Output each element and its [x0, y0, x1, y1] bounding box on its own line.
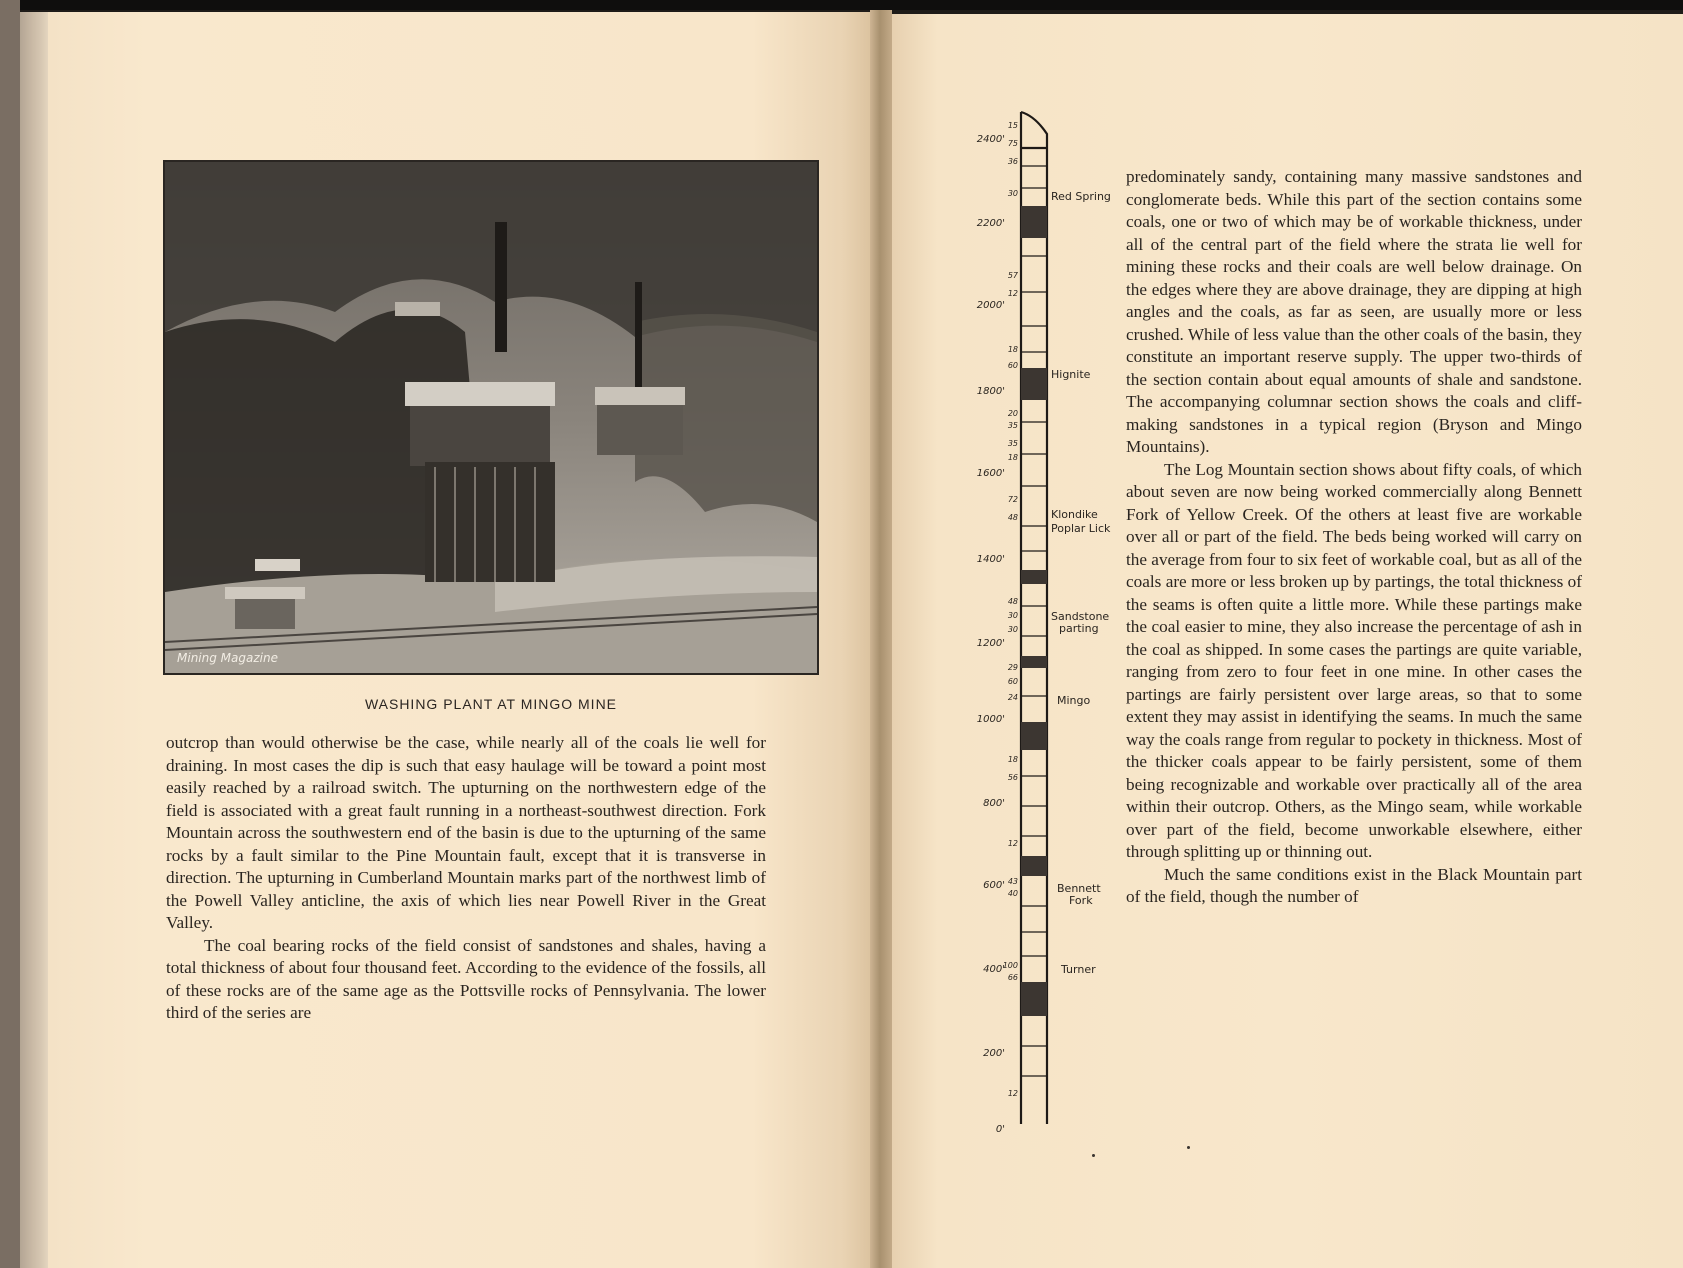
page-edges: [20, 12, 50, 1268]
thickness-label: 56: [1007, 773, 1018, 782]
depth-label: 1000': [976, 714, 1005, 725]
thickness-label: 72: [1007, 495, 1018, 504]
thickness-label: 20: [1007, 409, 1018, 418]
seam-label: Sandstone: [1051, 610, 1110, 623]
thickness-label: 36: [1007, 157, 1018, 166]
thickness-label: 60: [1007, 361, 1018, 370]
photo-illustration: [165, 162, 817, 673]
depth-label: 0': [995, 1124, 1005, 1135]
seam-label: Red Spring: [1051, 190, 1111, 203]
thickness-label: 30: [1007, 611, 1018, 620]
book-gutter: [870, 10, 892, 1268]
seam-label: Poplar Lick: [1051, 522, 1111, 535]
thickness-label: 57: [1007, 271, 1018, 280]
columnar-section-drawing: [965, 106, 1125, 1136]
thickness-label: 100: [1002, 961, 1018, 970]
seam-label: Turner: [1061, 963, 1096, 976]
thickness-label: 60: [1007, 677, 1018, 686]
thickness-label: 35: [1007, 439, 1018, 448]
depth-label: 400': [983, 964, 1005, 975]
thickness-label: 29: [1007, 663, 1018, 672]
thickness-label: 18: [1007, 345, 1018, 354]
top-shadow: [0, 0, 1683, 10]
paragraph: predominately sandy, containing many massive sandstones and conglomerate beds. While this part of the section contains some coals, one or two of which may be of workable thickness, under all of the central part of the field where the strata lie well for mining these rocks and their coals are well below drainage. On the edges where they are above drainage, they are dipping at high angles and the coals, as far as seen, are usually more or less crushed. While of less value than the other coals of the basin, they constitute an important reserve supply. The upper two-thirds of the section contain about equal amounts of shale and sandstone. The accompanying columnar section shows the coals and cliff-making sandstones in a typical region (Bryson and Mingo Mountains).: [1126, 167, 1582, 456]
thickness-label: 48: [1007, 513, 1018, 522]
paragraph: The coal bearing rocks of the field consist of sandstones and shales, having a total thickness of about four thousand feet. According to the evidence of the fossils, all of these rocks are of the same age as the Pottsville rocks of Pennsylvania. The lower third of the series are: [166, 935, 766, 1022]
thickness-label: 66: [1007, 973, 1018, 982]
thickness-label: 75: [1007, 139, 1018, 148]
thickness-label: 24: [1007, 693, 1018, 702]
thickness-label: 12: [1007, 289, 1018, 298]
thickness-label: 12: [1007, 1089, 1018, 1098]
thickness-label: 18: [1007, 453, 1018, 462]
depth-label: 2000': [976, 300, 1005, 311]
thickness-label: 18: [1007, 755, 1018, 764]
seam-label: Bennett: [1057, 882, 1101, 895]
seam-label: Fork: [1069, 894, 1093, 907]
depth-label: 2200': [976, 218, 1005, 229]
left-text-column: [166, 732, 766, 1025]
thickness-label: 48: [1007, 597, 1018, 606]
columnar-section: [965, 106, 1125, 1136]
thickness-label: 40: [1007, 889, 1018, 898]
depth-label: 1600': [976, 468, 1005, 479]
depth-label: 600': [983, 880, 1005, 891]
paragraph: outcrop than would otherwise be the case, while nearly all of the coals lie well for draining. In most cases the dip is such that easy haulage will be toward a point most easily reached by a railroad switch. The upturning on the northwestern edge of the field is associated with a great fault running in a northeast-southwest direction. Fork Mountain across the southwestern end of the basin is due to the upturning of the same rocks by a fault similar to the Pine Mountain fault, except that it is transverse in direction. The upturning in Cumberland Mountain marks part of the northwest limb of the Powell Valley anticline, the axis of which lies near Powell River in the Great Valley.: [166, 733, 766, 932]
depth-label: 1400': [976, 554, 1005, 565]
photo-caption: WASHING PLANT AT MINGO MINE: [364, 696, 618, 712]
thickness-label: 30: [1007, 625, 1018, 634]
seam-label: parting: [1059, 622, 1099, 635]
scan-margin: [0, 0, 20, 1268]
depth-label: 800': [983, 798, 1005, 809]
thickness-label: 30: [1007, 189, 1018, 198]
depth-label: 1800': [976, 386, 1005, 397]
paper-speck: [1092, 1154, 1095, 1157]
seam-label: Hignite: [1051, 368, 1091, 381]
thickness-label: 15: [1007, 121, 1018, 130]
depth-label: 200': [983, 1048, 1005, 1059]
thickness-label: 43: [1007, 877, 1018, 886]
paragraph: The Log Mountain section shows about fifty coals, of which about seven are now being worked commercially along Bennett Fork of Yellow Creek. Of the others at least five are workable over all or part of the field. The beds being worked will carry on the average from four to six feet of workable coal, but as all of the coals are more or less broken up by partings, the total thickness of the seams is often quite a little more. While these partings make the coal easier to mine, they also increase the percentage of ash in the coal as shipped. In some cases the partings are quite variable, ranging from zero to four feet in one mine. In other cases the partings are fairly persistent over large areas, so that to some extent they may assist in identifying the seams. In much the same way the coals range from regular to pockety in thickness. Most of the thicker coals appear to be fairly persistent, some of them being recognizable and workable over practically all of the area within their outcrop. Others, as the Mingo seam, while workable over part of the field, become unworkable elsewhere, either through splitting up or thinning out.: [1126, 459, 1582, 861]
depth-label: 1200': [976, 638, 1005, 649]
seam-label: Klondike: [1051, 508, 1098, 521]
thickness-label: 35: [1007, 421, 1018, 430]
paper-speck: [1187, 1146, 1190, 1149]
seam-label: Mingo: [1057, 694, 1091, 707]
mine-photograph: [163, 160, 819, 675]
paragraph: Much the same conditions exist in the Black Mountain part of the field, though the number of: [1126, 864, 1582, 906]
right-text-column: [1126, 166, 1582, 909]
photo-watermark: Mining Magazine: [177, 651, 278, 665]
thickness-label: 12: [1007, 839, 1018, 848]
depth-label: 2400': [976, 134, 1005, 145]
